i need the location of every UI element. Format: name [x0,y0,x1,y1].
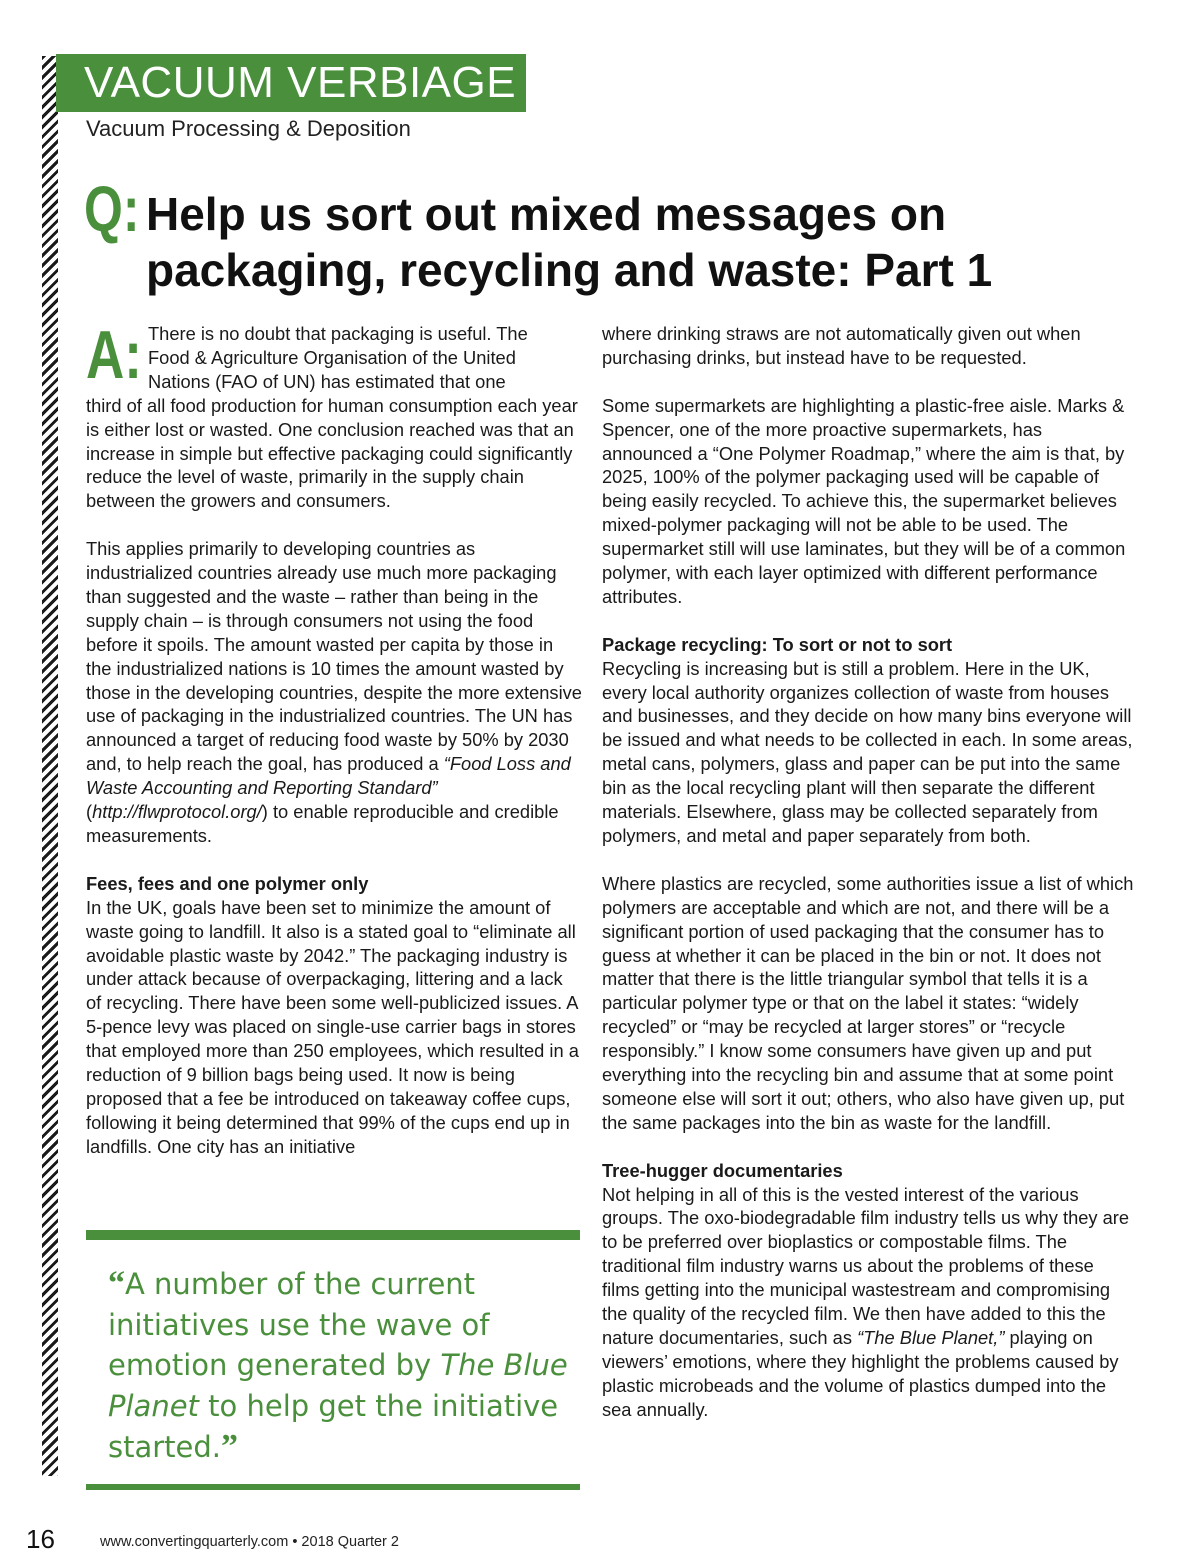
footer-text: www.convertingquarterly.com • 2018 Quarter 2 [100,1534,399,1550]
left-column [86,322,582,1183]
subheading-recycling: Package recycling: To sort or not to sort [602,633,953,655]
intro-line-1: There is no doubt that packaging is useful. The [148,323,528,344]
paragraph-text: ( [86,801,93,823]
question-mark-label: Q: [84,173,140,245]
paragraph-documentaries [602,1183,1134,1422]
pullquote-top-rule [86,1230,580,1240]
paragraph-text: This applies primarily to developing countries as industrialized countries already use much more packaging than suggested and the waste – rather than being in the supply chain – is through consumers not using the food before it spoils. The amount wasted per capita by those in the industrialized nations is 10 times the amount wasted by those in the developing countries, despite the more extensive use of packaging in the industrialized countries. The UN has announced a target of reducing food waste by 50% by 2030 and, to help reach the goal, has produced a [86,538,582,775]
open-quote-mark: “ [108,1265,125,1302]
paragraph-fees: In the UK, goals have been set to minimize the amount of waste going to landfill. It also is a stated goal to “eliminate all avoidable plastic waste by 2042.” The packaging industry is under attack because of overpackaging, littering and a lack of recycling. There have been some well-publicized issues. A 5-pence levy was placed on single-use carrier bags in stores that employed more than 250 employees, which resulted in a reduction of 9 billion bags being used. It now is being proposed that a fee be introduced on takeaway coffee cups, following it being determined that 99% of the cups end up in landfills. One city has an initiative [86,896,579,1157]
flwprotocol-link[interactable]: http://flwprotocol.org/ [92,801,262,823]
documentary-title: “The Blue Planet,” [857,1327,1005,1348]
section-subtitle: Vacuum Processing & Deposition [86,116,411,141]
intro-line-3: Nations (FAO of UN) has estimated that one [148,370,506,392]
pullquote-bottom-rule [86,1484,580,1490]
pull-quote-title: The Blue Planet [108,1348,568,1424]
paragraph-straws: where drinking straws are not automatically given out when purchasing drinks, but instead have to be requested. [602,323,1081,368]
paragraph-developing-countries [86,537,582,848]
answer-mark-label: A: [86,317,142,393]
paragraph-intro [86,322,582,513]
paragraph-supermarkets: Some supermarkets are highlighting a plastic-free aisle. Marks & Spencer, one of the more proactive supermarkets, has announced a “One Polymer Roadmap,” where the aim is that, by 2025, 100% of the polymer packaging used will be capable of being easily recycled. To achieve this, the supermarket believes mixed-polymer packaging will not be able to be used. The supermarket still will use laminates, but they will be of a common polymer, with each layer optimized with different performance attributes. [602,394,1126,607]
page-title: Help us sort out mixed messages on packaging, recycling and waste: Part 1 [146,188,993,296]
pull-quote-text: to help get the initiative started. [108,1389,559,1464]
paragraph-text: ) to enable reproducible and credible measurements. [86,801,559,847]
paragraph-text: Not helping in all of this is the vested interest of the various groups. The oxo-biodegradable film industry tells us why they are to be preferred over bioplastics or compostable films. The traditional film industry warns us about the problems of these films getting into the municipal wastestream and compromising the quality of the recycled film. We then have added to this the nature documentaries, such as [602,1183,1130,1348]
section-banner: VACUUM VERBIAGE [56,54,526,112]
right-column [602,322,1134,1446]
page-number: 16 [26,1524,55,1554]
pull-quote-text: A number of the current initiatives use the wave of emotion generated by [108,1267,490,1383]
intro-line-2: Food & Agriculture Organisation of the United [148,346,516,368]
standard-title: “Food Loss and Waste Accounting and Reporting Standard” [86,753,571,799]
paragraph-recycling: Recycling is increasing but is still a problem. Here in the UK, every local authority organizes collection of waste from houses and businesses, and they decide on how many bins everyone will be issued and what needs to be collected in each. In some areas, metal cans, polymers, glass and paper can be put into the same bin as the local recycling plant will then separate the different materials. Elsewhere, glass may be collected separately from polymers, and metal and paper separately from both. [602,657,1133,846]
hatched-margin-strip [42,56,58,1476]
intro-rest: third of all food production for human consumption each year is either lost or wasted. One conclusion reached was that an increase in simple but effective packaging could significantly reduce the level of waste, primarily in the supply chain between the growers and consumers. [86,394,578,512]
subheading-fees: Fees, fees and one polymer only [86,872,369,894]
subheading-tree-hugger: Tree-hugger documentaries [602,1159,843,1181]
paragraph-text: playing on viewers’ emotions, where they highlight the problems caused by plastic microbeads and the volume of plastics dumped into the sea annually. [602,1327,1119,1420]
paragraph-plastics: Where plastics are recycled, some authorities issue a list of which polymers are acceptable and which are not, and there will be a significant portion of used packaging that the consumer has to guess at whether it can be placed in the bin or not. It does not matter that there is the little triangular symbol that tells it is a particular polymer type or that on the label it states: “widely recycled” or “may be recycled at larger stores” or “recycle responsibly.” I know some consumers have given up and put everything into the recycling bin and assume that at some point someone else will sort it out; others, who also have given up, put the same packages into the bin as waste for the landfill. [602,872,1134,1133]
close-quote-mark: ” [221,1427,239,1465]
pull-quote [108,1264,578,1468]
